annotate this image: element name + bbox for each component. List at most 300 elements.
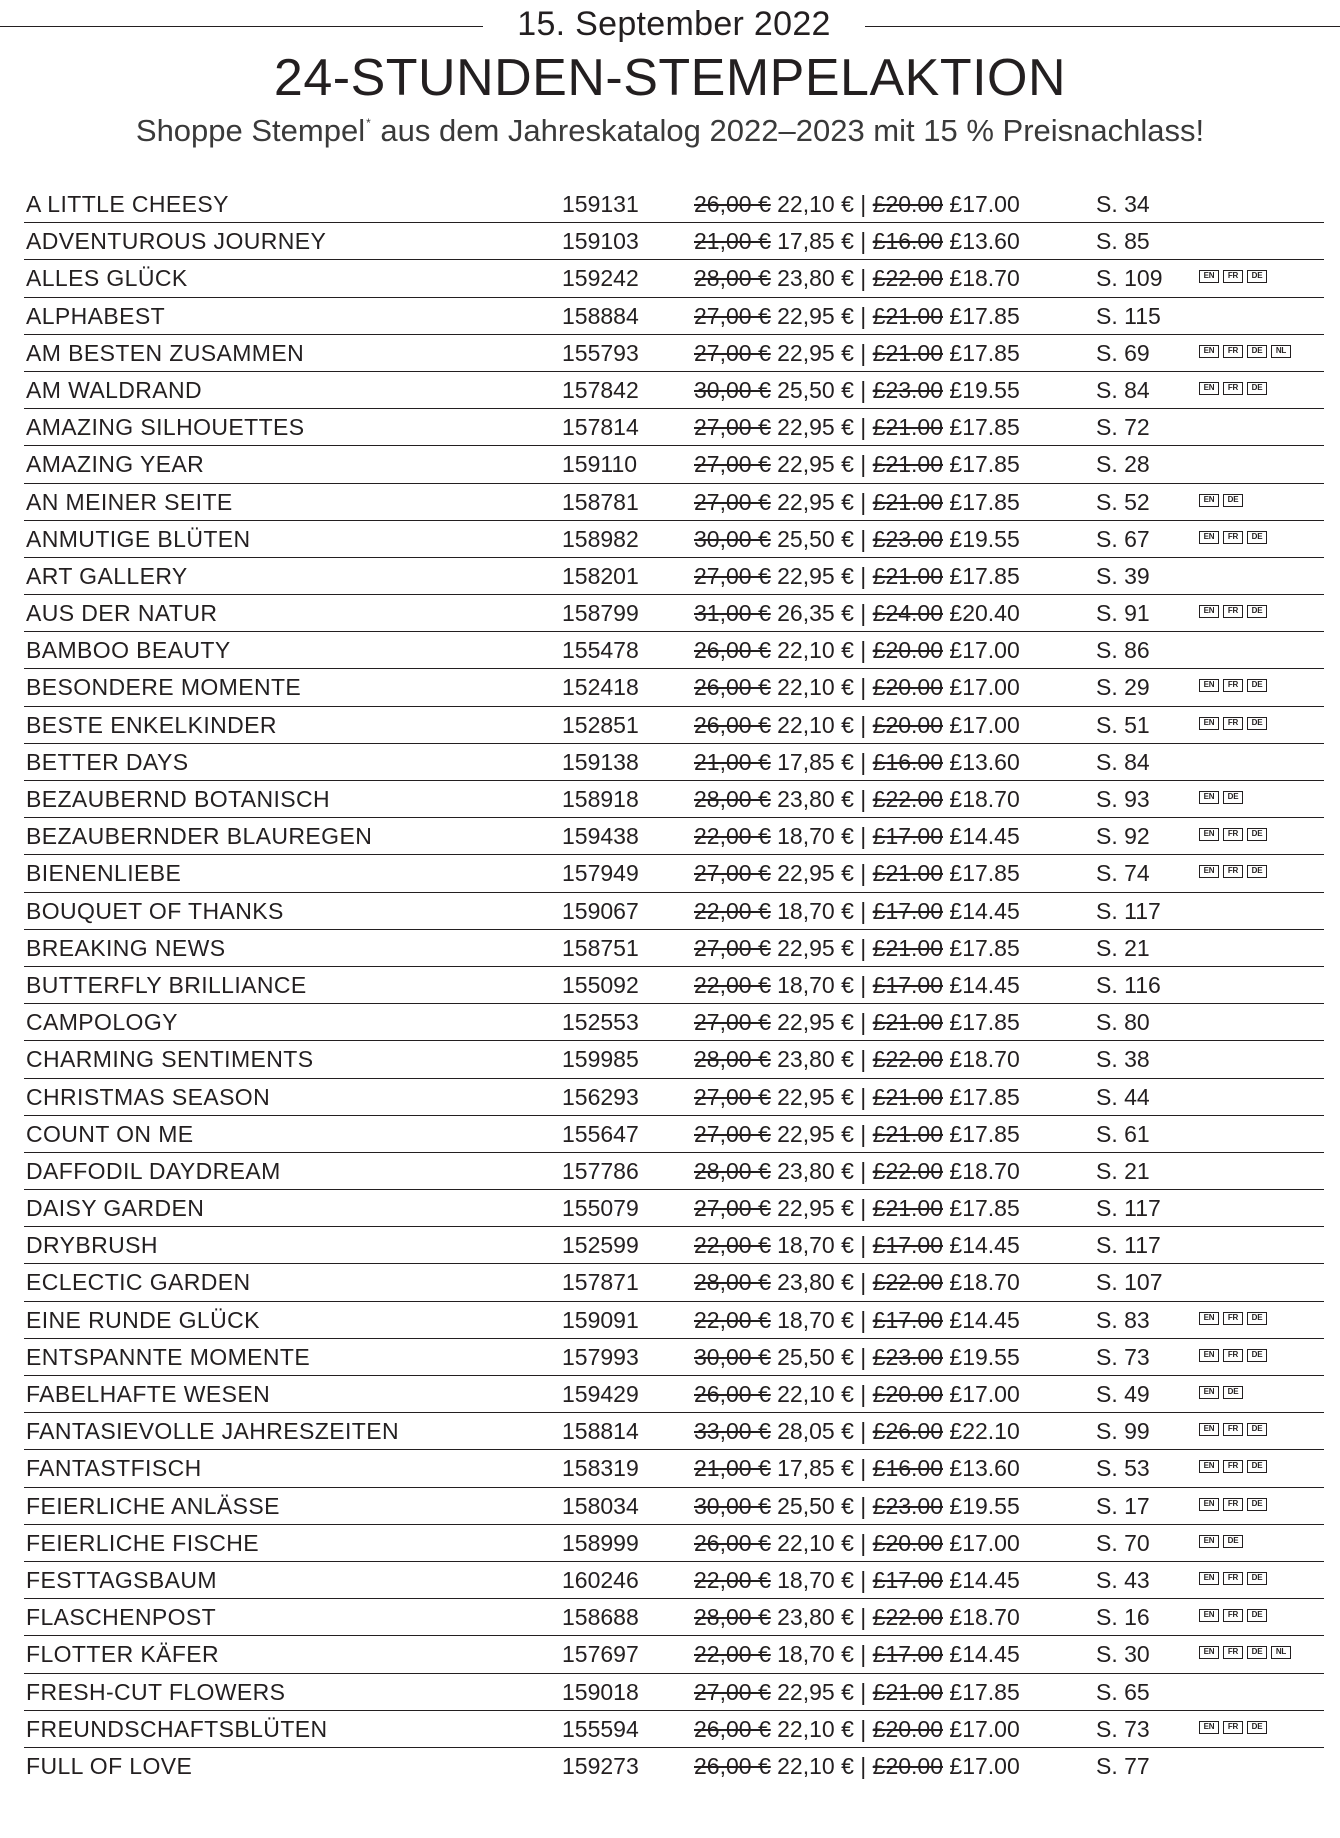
- product-number: 159438: [562, 823, 639, 850]
- old-price-gbp: £26.00: [872, 1418, 944, 1445]
- new-price-gbp: £17.85: [949, 1083, 1020, 1110]
- table-row: [24, 484, 1324, 521]
- old-price-gbp: £20.00: [872, 1715, 944, 1742]
- new-price-gbp: £17.00: [949, 1715, 1020, 1742]
- new-price-eur: 17,85 €: [777, 1455, 854, 1482]
- price-table: [24, 186, 1324, 1785]
- language-badges: [1199, 382, 1271, 395]
- catalog-page: S. 52: [1096, 488, 1150, 515]
- new-price-gbp: £17.85: [949, 302, 1020, 329]
- old-price-gbp: £21.00: [872, 1195, 944, 1222]
- new-price-gbp: £17.00: [949, 674, 1020, 701]
- old-price-eur: 27,00 €: [694, 1009, 771, 1036]
- new-price-eur: 22,95 €: [777, 1083, 854, 1110]
- language-badge-de: DE: [1247, 1423, 1267, 1436]
- product-name: FULL OF LOVE: [26, 1752, 193, 1779]
- new-price-eur: 17,85 €: [777, 228, 854, 255]
- new-price-eur: 22,10 €: [777, 711, 854, 738]
- language-badge-en: EN: [1199, 382, 1219, 395]
- old-price-gbp: £20.00: [872, 711, 944, 738]
- catalog-page: S. 99: [1096, 1418, 1150, 1445]
- product-number: 159103: [562, 228, 639, 255]
- product-number: 159985: [562, 1046, 639, 1073]
- product-name: FRESH-CUT FLOWERS: [26, 1678, 286, 1705]
- new-price-eur: 26,35 €: [777, 600, 854, 627]
- language-badge-en: EN: [1199, 1386, 1219, 1399]
- catalog-page: S. 43: [1096, 1566, 1150, 1593]
- old-price-eur: 28,00 €: [694, 1604, 771, 1631]
- language-badge-en: EN: [1199, 1646, 1219, 1659]
- new-price-eur: 17,85 €: [777, 748, 854, 775]
- language-badges: [1199, 1535, 1247, 1548]
- old-price-eur: 30,00 €: [694, 525, 771, 552]
- new-price-gbp: £20.40: [949, 600, 1020, 627]
- price-info: 28,00 € 23,80 € | £22.00 £18.70: [694, 265, 1020, 292]
- table-row: [24, 1376, 1324, 1413]
- price-info: 21,00 € 17,85 € | £16.00 £13.60: [694, 748, 1020, 775]
- catalog-page: S. 109: [1096, 265, 1163, 292]
- language-badge-fr: FR: [1223, 270, 1243, 283]
- price-info: 26,00 € 22,10 € | £20.00 £17.00: [694, 674, 1020, 701]
- price-info: 30,00 € 25,50 € | £23.00 £19.55: [694, 1343, 1020, 1370]
- product-name: BUTTERFLY BRILLIANCE: [26, 971, 307, 998]
- table-row: [24, 707, 1324, 744]
- product-name: FANTASIEVOLLE JAHRESZEITEN: [26, 1418, 399, 1445]
- language-badge-fr: FR: [1223, 1721, 1243, 1734]
- language-badge-nl: NL: [1271, 345, 1291, 358]
- old-price-eur: 30,00 €: [694, 1343, 771, 1370]
- catalog-page: S. 80: [1096, 1009, 1150, 1036]
- language-badge-en: EN: [1199, 1460, 1219, 1473]
- price-info: 22,00 € 18,70 € | £17.00 £14.45: [694, 1641, 1020, 1668]
- table-row: [24, 1599, 1324, 1636]
- language-badge-fr: FR: [1223, 1349, 1243, 1362]
- language-badge-fr: FR: [1223, 531, 1243, 544]
- price-info: 27,00 € 22,95 € | £21.00 £17.85: [694, 860, 1020, 887]
- price-info: 28,00 € 23,80 € | £22.00 £18.70: [694, 1157, 1020, 1184]
- table-row: [24, 372, 1324, 409]
- language-badge-en: EN: [1199, 791, 1219, 804]
- new-price-gbp: £14.45: [949, 1306, 1020, 1333]
- product-number: 156293: [562, 1083, 639, 1110]
- table-row: [24, 223, 1324, 260]
- language-badge-de: DE: [1247, 1646, 1267, 1659]
- page-subtitle: [0, 113, 1340, 149]
- language-badge-en: EN: [1199, 270, 1219, 283]
- table-row: [24, 930, 1324, 967]
- product-name: CHARMING SENTIMENTS: [26, 1046, 314, 1073]
- new-price-gbp: £14.45: [949, 1641, 1020, 1668]
- language-badge-fr: FR: [1223, 1312, 1243, 1325]
- language-badge-de: DE: [1223, 1386, 1243, 1399]
- catalog-page: S. 65: [1096, 1678, 1150, 1705]
- new-price-eur: 28,05 €: [777, 1418, 854, 1445]
- old-price-gbp: £16.00: [872, 1455, 944, 1482]
- price-info: 26,00 € 22,10 € | £20.00 £17.00: [694, 191, 1020, 217]
- new-price-eur: 22,95 €: [777, 1195, 854, 1222]
- new-price-gbp: £17.85: [949, 562, 1020, 589]
- price-info: 27,00 € 22,95 € | £21.00 £17.85: [694, 1009, 1020, 1036]
- page-title: 24-STUNDEN-STEMPELAKTION: [273, 49, 1067, 107]
- product-name: FLOTTER KÄFER: [26, 1641, 220, 1668]
- product-name: FLASCHENPOST: [26, 1604, 217, 1631]
- old-price-eur: 27,00 €: [694, 934, 771, 961]
- price-info: 27,00 € 22,95 € | £21.00 £17.85: [694, 451, 1020, 478]
- language-badges: [1199, 865, 1271, 878]
- catalog-page: S. 70: [1096, 1529, 1150, 1556]
- language-badge-en: EN: [1199, 1609, 1219, 1622]
- catalog-page: S. 77: [1096, 1752, 1150, 1779]
- product-name: ECLECTIC GARDEN: [26, 1269, 251, 1296]
- catalog-page: S. 84: [1096, 376, 1150, 403]
- table-row: [24, 1264, 1324, 1301]
- language-badge-nl: NL: [1271, 1646, 1291, 1659]
- catalog-page: S. 73: [1096, 1343, 1150, 1370]
- language-badge-en: EN: [1199, 1535, 1219, 1548]
- new-price-eur: 22,95 €: [777, 934, 854, 961]
- table-row: [24, 1004, 1324, 1041]
- old-price-eur: 21,00 €: [694, 1455, 771, 1482]
- language-badges: [1199, 717, 1271, 730]
- table-row: [24, 521, 1324, 558]
- table-row: [24, 1041, 1324, 1078]
- old-price-eur: 22,00 €: [694, 1306, 771, 1333]
- new-price-eur: 22,95 €: [777, 302, 854, 329]
- old-price-gbp: £23.00: [872, 1343, 944, 1370]
- old-price-gbp: £22.00: [872, 1604, 944, 1631]
- language-badge-en: EN: [1199, 1349, 1219, 1362]
- price-info: 26,00 € 22,10 € | £20.00 £17.00: [694, 711, 1020, 738]
- old-price-eur: 26,00 €: [694, 191, 771, 217]
- product-number: 157871: [562, 1269, 639, 1296]
- price-info: 28,00 € 23,80 € | £22.00 £18.70: [694, 1604, 1020, 1631]
- old-price-gbp: £21.00: [872, 339, 944, 366]
- language-badge-fr: FR: [1223, 1460, 1243, 1473]
- new-price-gbp: £18.70: [949, 265, 1020, 292]
- subtitle-text-rest: aus dem Jahreskatalog 2022–2023 mit 15 % Preisnachlass!: [371, 113, 1205, 148]
- old-price-gbp: £22.00: [872, 786, 944, 812]
- old-price-eur: 26,00 €: [694, 1752, 771, 1779]
- old-price-gbp: £20.00: [872, 674, 944, 701]
- table-row: [24, 1190, 1324, 1227]
- product-number: 152418: [562, 674, 639, 701]
- catalog-page: S. 21: [1096, 1157, 1150, 1184]
- new-price-gbp: £17.00: [949, 1381, 1020, 1407]
- product-number: 155793: [562, 339, 639, 366]
- price-info: 27,00 € 22,95 € | £21.00 £17.85: [694, 302, 1020, 329]
- table-row: [24, 1562, 1324, 1599]
- language-badge-fr: FR: [1223, 345, 1243, 358]
- date-heading: 15. September 2022: [517, 5, 831, 43]
- catalog-page: S. 92: [1096, 823, 1150, 850]
- new-price-gbp: £17.85: [949, 860, 1020, 887]
- subtitle-text: Shoppe Stempel: [135, 113, 366, 148]
- old-price-eur: 22,00 €: [694, 1566, 771, 1593]
- language-badge-fr: FR: [1223, 828, 1243, 841]
- catalog-page: S. 83: [1096, 1306, 1150, 1333]
- price-info: 22,00 € 18,70 € | £17.00 £14.45: [694, 1566, 1020, 1593]
- price-info: 26,00 € 22,10 € | £20.00 £17.00: [694, 1715, 1020, 1742]
- product-number: 158688: [562, 1604, 639, 1631]
- old-price-eur: 27,00 €: [694, 1195, 771, 1222]
- product-number: 159242: [562, 265, 639, 292]
- old-price-eur: 27,00 €: [694, 414, 771, 441]
- language-badges: [1199, 1386, 1247, 1399]
- new-price-eur: 23,80 €: [777, 265, 854, 292]
- old-price-gbp: £22.00: [872, 1046, 944, 1073]
- catalog-page: S. 117: [1096, 1195, 1161, 1222]
- old-price-eur: 26,00 €: [694, 711, 771, 738]
- new-price-eur: 22,95 €: [777, 414, 854, 441]
- old-price-eur: 22,00 €: [694, 1641, 771, 1668]
- new-price-gbp: £14.45: [949, 1566, 1020, 1593]
- new-price-gbp: £17.00: [949, 711, 1020, 738]
- price-info: 22,00 € 18,70 € | £17.00 £14.45: [694, 823, 1020, 850]
- old-price-eur: 31,00 €: [694, 600, 771, 627]
- new-price-gbp: £17.00: [949, 191, 1020, 217]
- catalog-page: S. 21: [1096, 934, 1150, 961]
- catalog-page: S. 49: [1096, 1381, 1150, 1407]
- language-badge-fr: FR: [1223, 1423, 1243, 1436]
- old-price-eur: 28,00 €: [694, 265, 771, 292]
- product-number: 155092: [562, 971, 639, 998]
- price-info: 30,00 € 25,50 € | £23.00 £19.55: [694, 525, 1020, 552]
- language-badge-en: EN: [1199, 1423, 1219, 1436]
- old-price-eur: 26,00 €: [694, 1529, 771, 1556]
- language-badge-fr: FR: [1223, 382, 1243, 395]
- new-price-gbp: £18.70: [949, 786, 1020, 812]
- price-info: 33,00 € 28,05 € | £26.00 £22.10: [694, 1418, 1020, 1445]
- table-row: [24, 409, 1324, 446]
- product-name: FEIERLICHE ANLÄSSE: [26, 1492, 280, 1519]
- catalog-page: S. 84: [1096, 748, 1150, 775]
- product-number: 159110: [562, 451, 638, 478]
- new-price-eur: 18,70 €: [777, 1306, 854, 1333]
- product-name: FESTTAGSBAUM: [26, 1566, 217, 1593]
- old-price-gbp: £22.00: [872, 1269, 944, 1296]
- catalog-page: S. 44: [1096, 1083, 1150, 1110]
- old-price-gbp: £21.00: [872, 934, 944, 961]
- product-number: 160246: [562, 1566, 639, 1593]
- new-price-eur: 22,95 €: [777, 1120, 854, 1147]
- product-name: BESONDERE MOMENTE: [26, 674, 302, 701]
- new-price-gbp: £22.10: [949, 1418, 1020, 1445]
- new-price-gbp: £13.60: [949, 228, 1020, 255]
- old-price-gbp: £16.00: [872, 748, 944, 775]
- price-info: 22,00 € 18,70 € | £17.00 £14.45: [694, 1232, 1020, 1259]
- product-name: ALLES GLÜCK: [26, 265, 188, 292]
- new-price-eur: 23,80 €: [777, 1046, 854, 1073]
- language-badge-en: EN: [1199, 494, 1219, 507]
- price-info: 31,00 € 26,35 € | £24.00 £20.40: [694, 600, 1020, 627]
- product-name: EINE RUNDE GLÜCK: [26, 1306, 260, 1333]
- product-number: 158884: [562, 302, 639, 329]
- language-badge-en: EN: [1199, 828, 1219, 841]
- price-info: 22,00 € 18,70 € | £17.00 £14.45: [694, 971, 1020, 998]
- language-badge-de: DE: [1247, 1460, 1267, 1473]
- catalog-page: S. 30: [1096, 1641, 1150, 1668]
- language-badges: [1199, 791, 1247, 804]
- language-badge-fr: FR: [1223, 1572, 1243, 1585]
- footnote-marker: *: [366, 116, 371, 130]
- old-price-eur: 27,00 €: [694, 488, 771, 515]
- language-badge-de: DE: [1247, 345, 1267, 358]
- new-price-eur: 22,10 €: [777, 1752, 854, 1779]
- language-badge-de: DE: [1247, 531, 1267, 544]
- catalog-page: S. 38: [1096, 1046, 1150, 1073]
- old-price-eur: 28,00 €: [694, 1046, 771, 1073]
- table-row: [24, 1525, 1324, 1562]
- new-price-gbp: £13.60: [949, 1455, 1020, 1482]
- product-number: 155647: [562, 1120, 639, 1147]
- product-number: 159091: [562, 1306, 639, 1333]
- product-number: 158781: [562, 488, 639, 515]
- old-price-gbp: £21.00: [872, 302, 944, 329]
- catalog-page: S. 61: [1096, 1120, 1150, 1147]
- product-number: 157786: [562, 1157, 639, 1184]
- old-price-gbp: £23.00: [872, 1492, 944, 1519]
- catalog-page: S. 85: [1096, 228, 1150, 255]
- old-price-eur: 30,00 €: [694, 1492, 771, 1519]
- language-badges: [1199, 679, 1271, 692]
- new-price-eur: 23,80 €: [777, 1157, 854, 1184]
- new-price-eur: 22,10 €: [777, 1529, 854, 1556]
- old-price-gbp: £17.00: [872, 1306, 944, 1333]
- product-name: AM WALDRAND: [26, 376, 203, 403]
- table-row: [24, 1302, 1324, 1339]
- language-badge-de: DE: [1223, 494, 1243, 507]
- new-price-eur: 18,70 €: [777, 1232, 854, 1259]
- table-row: [24, 781, 1324, 818]
- price-info: 27,00 € 22,95 € | £21.00 £17.85: [694, 1120, 1020, 1147]
- language-badges: [1199, 270, 1271, 283]
- product-number: 157993: [562, 1343, 639, 1370]
- price-info: 27,00 € 22,95 € | £21.00 £17.85: [694, 488, 1020, 515]
- old-price-gbp: £17.00: [872, 1641, 944, 1668]
- product-number: 158799: [562, 600, 639, 627]
- language-badge-fr: FR: [1223, 679, 1243, 692]
- new-price-gbp: £17.85: [949, 1120, 1020, 1147]
- new-price-eur: 18,70 €: [777, 1566, 854, 1593]
- old-price-gbp: £17.00: [872, 1566, 944, 1593]
- product-number: 159429: [562, 1381, 639, 1407]
- product-number: 158918: [562, 786, 639, 812]
- language-badge-en: EN: [1199, 531, 1219, 544]
- new-price-eur: 22,95 €: [777, 860, 854, 887]
- table-row: [24, 298, 1324, 335]
- table-row: [24, 1339, 1324, 1376]
- product-name: BAMBOO BEAUTY: [26, 637, 231, 664]
- language-badge-en: EN: [1199, 717, 1219, 730]
- old-price-gbp: £20.00: [872, 191, 944, 217]
- new-price-gbp: £19.55: [949, 1492, 1020, 1519]
- old-price-gbp: £21.00: [872, 1678, 944, 1705]
- language-badges: [1199, 531, 1271, 544]
- product-name: COUNT ON ME: [26, 1120, 194, 1147]
- product-name: BREAKING NEWS: [26, 934, 226, 961]
- product-name: AM BESTEN ZUSAMMEN: [26, 339, 305, 366]
- catalog-page: S. 86: [1096, 637, 1150, 664]
- new-price-gbp: £14.45: [949, 1232, 1020, 1259]
- price-info: 26,00 € 22,10 € | £20.00 £17.00: [694, 637, 1020, 664]
- old-price-eur: 27,00 €: [694, 1083, 771, 1110]
- old-price-eur: 28,00 €: [694, 1157, 771, 1184]
- product-name: BIENENLIEBE: [26, 860, 182, 887]
- table-row: [24, 186, 1324, 223]
- table-row: [24, 595, 1324, 632]
- old-price-gbp: £21.00: [872, 562, 944, 589]
- new-price-eur: 22,95 €: [777, 1009, 854, 1036]
- price-info: 28,00 € 23,80 € | £22.00 £18.70: [694, 1269, 1020, 1296]
- language-badges: [1199, 1460, 1271, 1473]
- new-price-gbp: £17.85: [949, 451, 1020, 478]
- price-info: 27,00 € 22,95 € | £21.00 £17.85: [694, 1678, 1020, 1705]
- language-badge-fr: FR: [1223, 717, 1243, 730]
- language-badges: [1199, 1423, 1271, 1436]
- product-number: 159138: [562, 748, 639, 775]
- old-price-gbp: £17.00: [872, 971, 944, 998]
- language-badge-en: EN: [1199, 679, 1219, 692]
- language-badge-de: DE: [1247, 1609, 1267, 1622]
- new-price-gbp: £17.85: [949, 488, 1020, 515]
- new-price-gbp: £17.00: [949, 1752, 1020, 1779]
- old-price-eur: 30,00 €: [694, 376, 771, 403]
- new-price-eur: 22,95 €: [777, 562, 854, 589]
- product-name: BEZAUBERND BOTANISCH: [26, 786, 331, 812]
- product-number: 158814: [562, 1418, 639, 1445]
- catalog-page: S. 67: [1096, 525, 1150, 552]
- language-badge-de: DE: [1247, 1498, 1267, 1511]
- price-info: 21,00 € 17,85 € | £16.00 £13.60: [694, 228, 1020, 255]
- price-info: 27,00 € 22,95 € | £21.00 £17.85: [694, 1195, 1020, 1222]
- product-number: 157949: [562, 860, 639, 887]
- language-badge-en: EN: [1199, 345, 1219, 358]
- product-number: 155079: [562, 1195, 639, 1222]
- product-name: AMAZING SILHOUETTES: [26, 414, 305, 441]
- catalog-page: S. 51: [1096, 711, 1150, 738]
- table-row: [24, 669, 1324, 706]
- old-price-eur: 26,00 €: [694, 674, 771, 701]
- price-info: 28,00 € 23,80 € | £22.00 £18.70: [694, 786, 1020, 812]
- old-price-eur: 21,00 €: [694, 748, 771, 775]
- old-price-eur: 27,00 €: [694, 1120, 771, 1147]
- price-info: 30,00 € 25,50 € | £23.00 £19.55: [694, 376, 1020, 403]
- page-header: [0, 0, 1340, 175]
- new-price-gbp: £13.60: [949, 748, 1020, 775]
- catalog-page: S. 107: [1096, 1269, 1163, 1296]
- language-badge-en: EN: [1199, 1721, 1219, 1734]
- old-price-eur: 26,00 €: [694, 637, 771, 664]
- old-price-gbp: £20.00: [872, 637, 944, 664]
- product-number: 159067: [562, 897, 639, 924]
- old-price-gbp: £21.00: [872, 1083, 944, 1110]
- table-row: [24, 632, 1324, 669]
- new-price-eur: 18,70 €: [777, 1641, 854, 1668]
- price-info: 22,00 € 18,70 € | £17.00 £14.45: [694, 1306, 1020, 1333]
- old-price-eur: 28,00 €: [694, 1269, 771, 1296]
- product-number: 155478: [562, 637, 639, 664]
- product-name: BESTE ENKELKINDER: [26, 711, 277, 738]
- old-price-gbp: £20.00: [872, 1381, 944, 1407]
- new-price-eur: 23,80 €: [777, 786, 854, 812]
- product-number: 159131: [562, 191, 639, 217]
- language-badge-de: DE: [1223, 791, 1243, 804]
- language-badges: [1199, 1646, 1295, 1659]
- catalog-page: S. 17: [1096, 1492, 1150, 1519]
- new-price-gbp: £19.55: [949, 525, 1020, 552]
- new-price-gbp: £17.85: [949, 1195, 1020, 1222]
- new-price-gbp: £14.45: [949, 971, 1020, 998]
